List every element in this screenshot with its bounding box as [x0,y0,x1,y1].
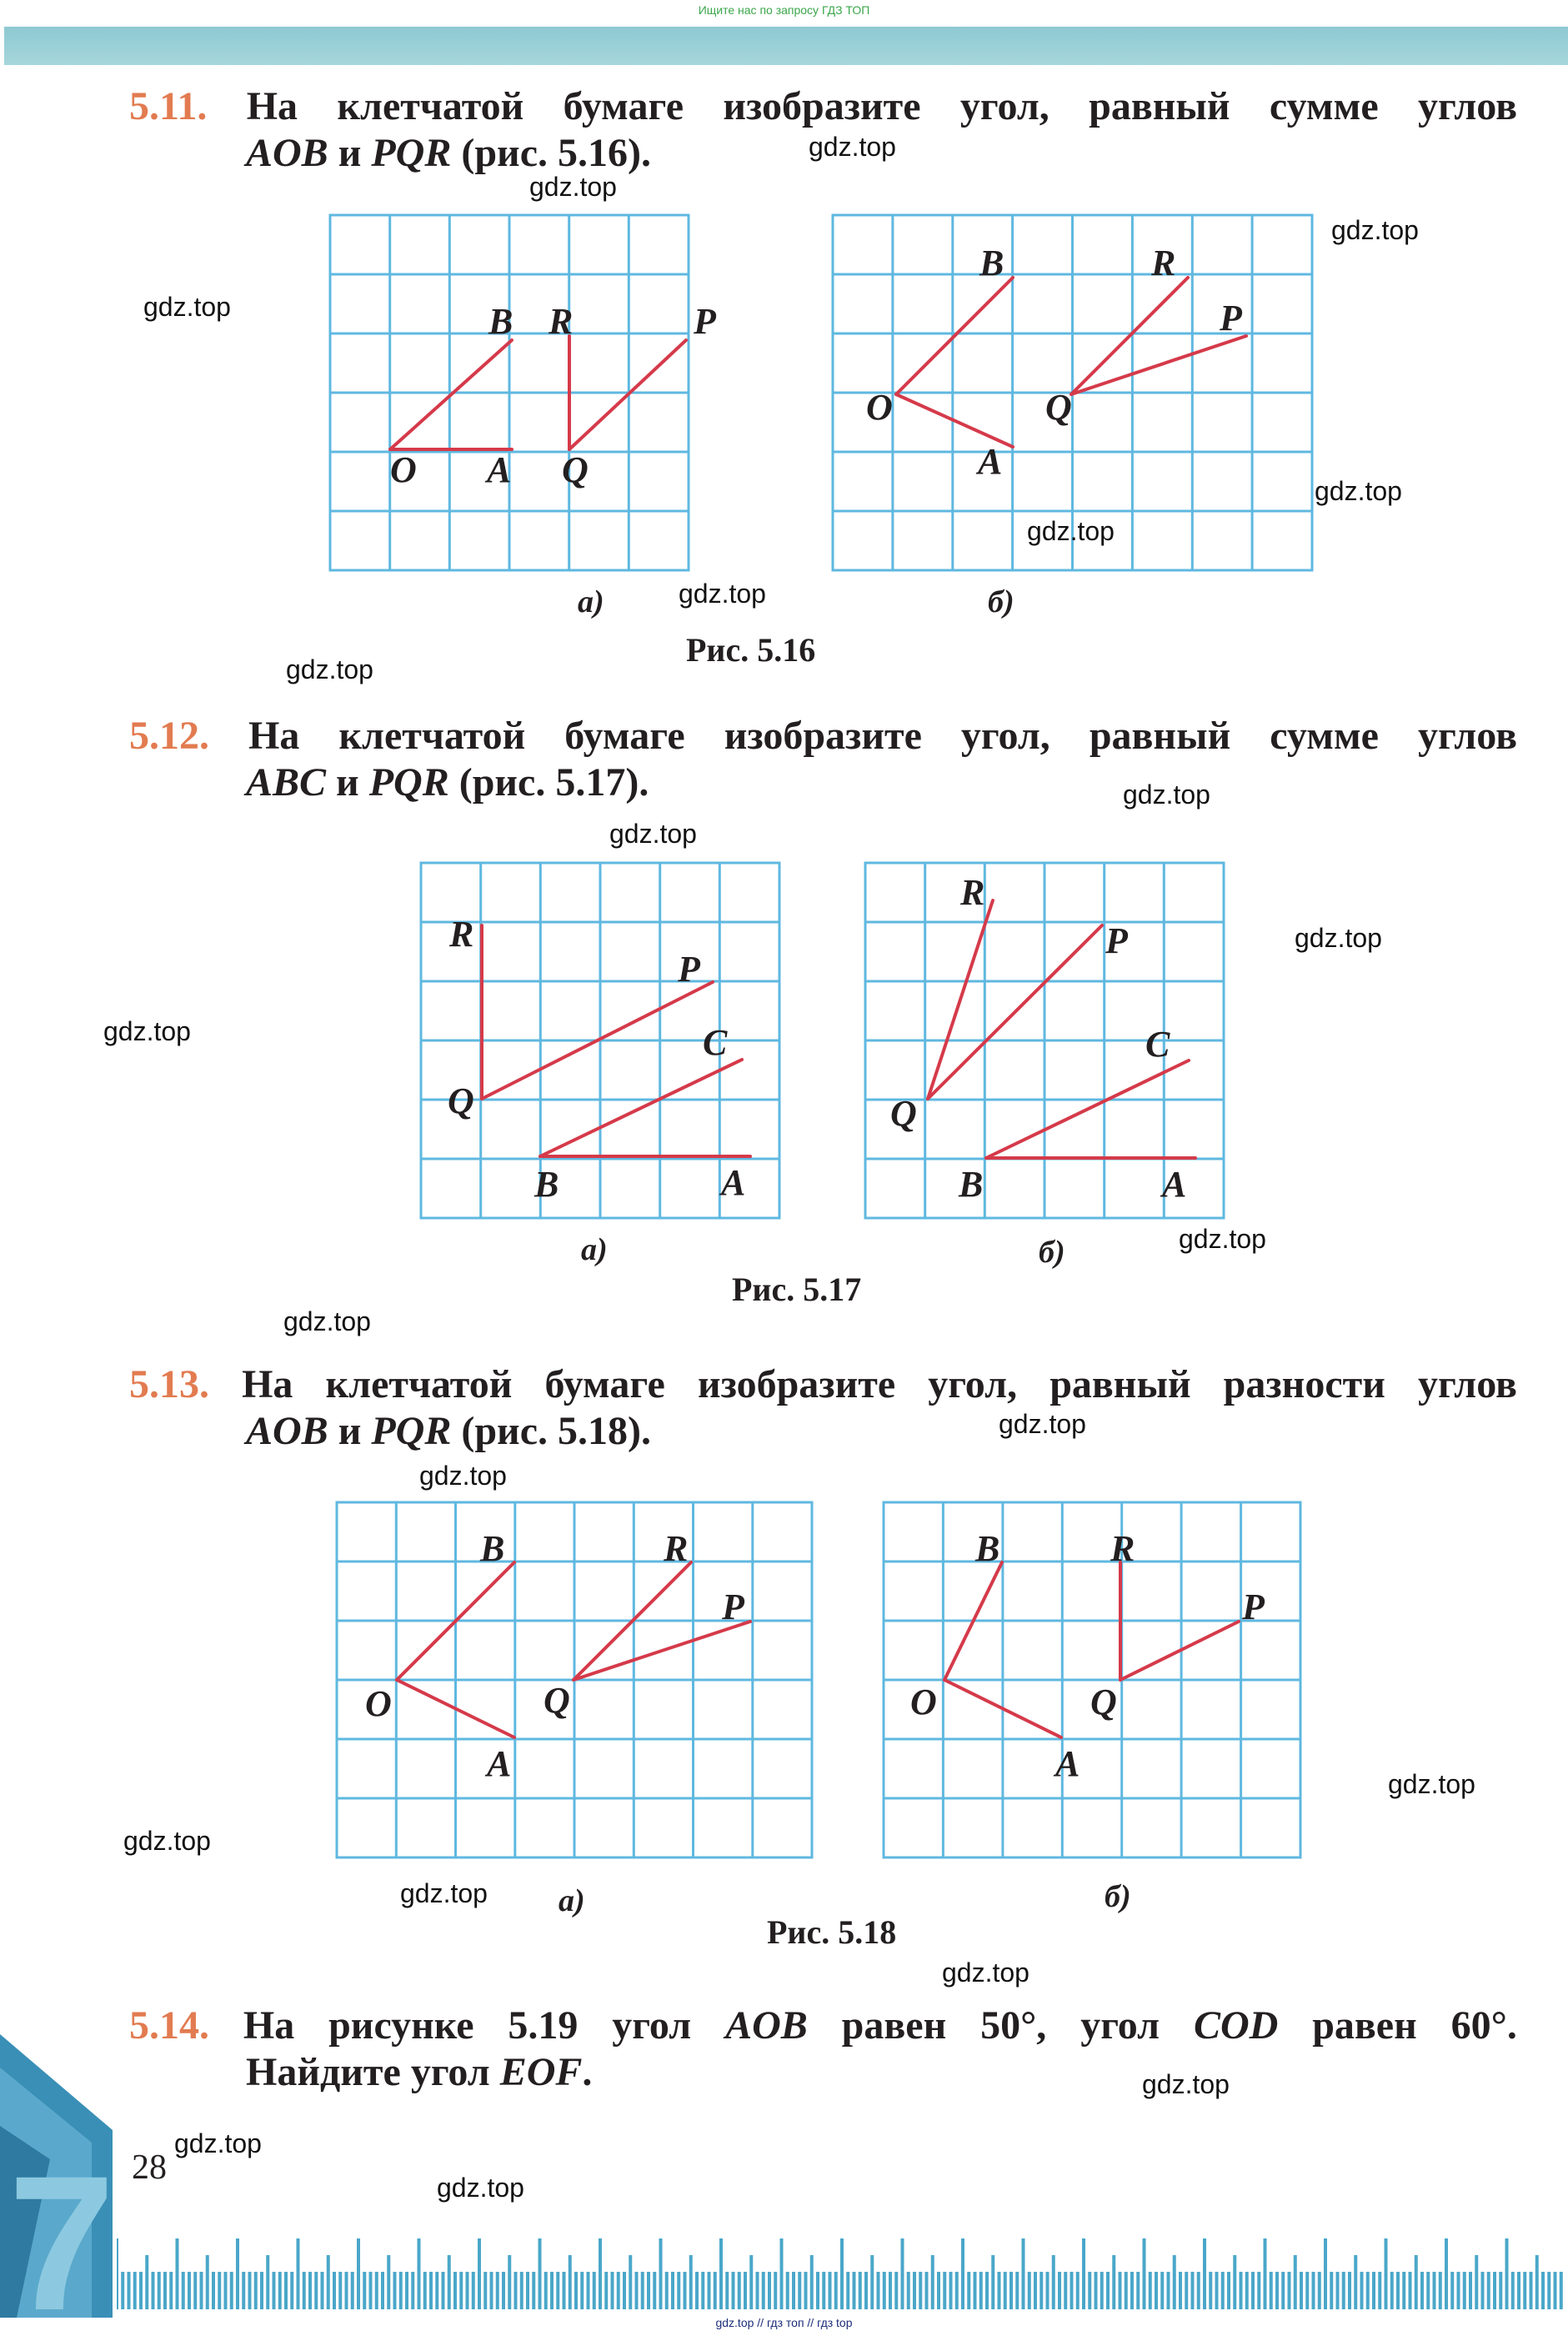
point-label-B: B [488,301,513,342]
ray-QP [1120,1622,1239,1680]
point-label-O: O [390,449,417,490]
caption-5-16: Рис. 5.16 [686,631,816,669]
point-label-A: A [487,1743,512,1784]
point-label-A: A [978,441,1003,482]
watermark: gdz.top [609,819,697,849]
figure-5-17b [865,863,1224,1218]
point-label-P: P [694,301,716,342]
watermark: gdz.top [1123,779,1210,810]
point-label-A: A [721,1162,746,1203]
top-note: Ищите нас по запросу ГДЗ ТОП [698,3,870,17]
watermark: gdz.top [1295,923,1382,953]
figure-5-18a [337,1502,812,1857]
point-label-Q: Q [1090,1682,1117,1722]
watermark: gdz.top [809,132,896,162]
problem-5-11: 5.11. На клетчатой бумаге изобразите угол, равный сумме углов AOB и PQR (рис. 5.16). [129,84,1517,175]
ray-OB [896,278,1013,394]
problem-number: 5.12. [129,714,209,758]
ray-OB [390,340,512,449]
watermark: gdz.top [529,172,617,202]
watermark: gdz.top [286,654,373,684]
figure-5-17a [421,863,779,1218]
point-label-A: A [487,449,512,490]
point-label-B: B [534,1164,559,1205]
point-label-B: B [480,1528,505,1569]
point-label-Q: Q [448,1080,474,1121]
point-label-A: A [1162,1164,1187,1205]
point-label-P: P [1220,298,1242,338]
watermark: gdz.top [143,292,231,322]
point-label-B: B [975,1528,1000,1569]
point-label-O: O [866,387,893,428]
watermark: gdz.top [1388,1769,1475,1799]
watermark: gdz.top [437,2173,524,2203]
ray-QP [574,1622,750,1680]
sublabel-a: а) [578,584,604,619]
ray-QR [1071,278,1188,394]
sublabel-b: б) [1039,1235,1065,1270]
chapter-digit: 7 [8,2136,115,2318]
watermark: gdz.top [942,1958,1029,1988]
point-label-C: C [703,1022,728,1063]
sublabel-a: а) [581,1232,608,1267]
point-label-R: R [664,1528,689,1569]
ray-QP [928,925,1102,1099]
point-label-P: P [1105,920,1128,961]
watermark: gdz.top [1331,215,1419,245]
problem-5-14: 5.14. На рисунке 5.19 угол AOB равен 50°, угол COD равен 60°. Найдите угол EOF. [129,2003,1517,2094]
sublabel-b: б) [1105,1879,1131,1914]
watermark: gdz.top [1027,516,1115,546]
point-label-Q: Q [544,1680,570,1721]
problem-number: 5.11. [129,84,208,128]
watermark: gdz.top [174,2128,262,2158]
point-label-C: C [1145,1024,1170,1065]
watermark: gdz.top [679,579,766,609]
problem-5-12: 5.12. На клетчатой бумаге изобразите угол, равный сумме углов ABC и PQR (рис. 5.17). [129,714,1517,805]
problem-number: 5.13. [129,1362,209,1406]
point-label-R: R [1110,1528,1135,1569]
figure-5-16a [330,215,716,574]
chapter-corner-graphic [0,2034,125,2318]
sublabel-b: б) [988,584,1014,619]
point-label-P: P [722,1587,744,1627]
bottom-note: gdz.top // гдз топ // гдз top [715,2316,853,2329]
ray-QR [928,900,993,1099]
header-band [4,27,1568,65]
watermark: gdz.top [1179,1224,1266,1254]
watermark: gdz.top [283,1306,371,1336]
point-label-O: O [365,1683,392,1724]
point-label-B: B [979,243,1004,283]
point-label-R: R [549,301,574,342]
point-label-R: R [1151,243,1176,283]
ray-OA [896,394,1013,447]
point-label-P: P [1242,1587,1265,1627]
page-number: 28 [132,2148,167,2187]
point-label-P: P [678,949,700,990]
ray-BC [540,1060,742,1156]
figure-5-18b [884,1502,1300,1857]
point-label-Q: Q [890,1093,917,1134]
caption-5-17: Рис. 5.17 [732,1271,862,1308]
point-label-A: A [1055,1743,1080,1784]
point-label-B: B [959,1164,984,1205]
sublabel-a: а) [559,1883,585,1918]
watermark: gdz.top [103,1016,191,1046]
ray-QP [1071,336,1246,394]
watermark: gdz.top [999,1409,1086,1439]
point-label-Q: Q [562,449,589,490]
watermark: gdz.top [400,1878,488,1908]
problem-5-13: 5.13. На клетчатой бумаге изобразите угол, равный разности углов AOB и PQR (рис. 5.18). [129,1362,1517,1453]
watermark: gdz.top [123,1826,211,1856]
watermark: gdz.top [419,1461,507,1491]
point-label-R: R [960,872,985,913]
problem-number: 5.14. [129,2003,209,2048]
caption-5-18: Рис. 5.18 [767,1913,897,1951]
watermark: gdz.top [1315,476,1402,506]
point-label-R: R [449,914,474,955]
watermark: gdz.top [1142,2069,1230,2099]
point-label-Q: Q [1045,387,1072,428]
grid [330,215,689,570]
ray-BC [986,1060,1189,1158]
point-label-O: O [910,1682,937,1722]
ruler-decoration [117,2209,1568,2309]
